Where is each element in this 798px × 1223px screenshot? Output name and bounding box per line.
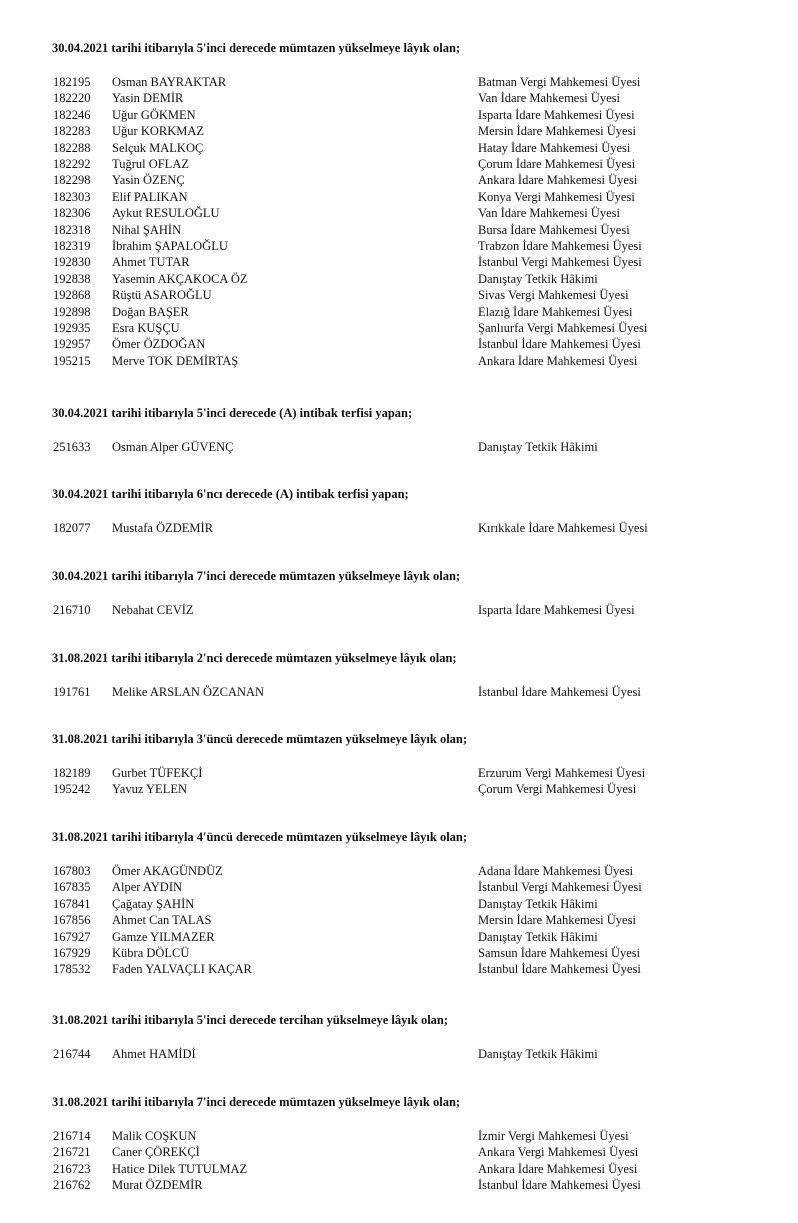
judge-row <box>0 156 798 172</box>
judge-row <box>0 90 798 106</box>
judge-name: Yasin ÖZENÇ <box>112 173 185 188</box>
judge-title: İstanbul İdare Mahkemesi Üyesi <box>478 1178 641 1193</box>
judge-row <box>0 189 798 205</box>
section-heading: 31.08.2021 tarihi itibarıyla 5'inci derecede tercihan yükselmeye lâyık olan; <box>52 1013 449 1027</box>
judge-title: Danıştay Tetkik Hâkimi <box>478 896 598 911</box>
judge-name: Osman BAYRAKTAR <box>112 75 227 89</box>
judge-row <box>0 1161 798 1177</box>
section-heading: 30.04.2021 tarihi itibarıyla 5'inci derecede mümtazen yükselmeye lâyık olan; <box>52 41 461 55</box>
judge-name: Caner ÇÖREKÇİ <box>112 1145 200 1160</box>
registry-number: 182077 <box>53 521 91 535</box>
judge-title: Ankara İdare Mahkemesi Üyesi <box>478 173 638 188</box>
registry-number: 182298 <box>53 173 91 188</box>
registry-number: 216762 <box>53 1178 91 1193</box>
registry-number: 167803 <box>53 864 91 878</box>
judge-row <box>0 863 798 879</box>
registry-number: 195242 <box>53 782 91 797</box>
registry-number: 182318 <box>53 222 91 237</box>
judge-name: Mustafa ÖZDEMİR <box>112 521 214 535</box>
registry-number: 216723 <box>53 1161 91 1176</box>
judge-row <box>0 879 798 895</box>
judge-name: Ömer AKAGÜNDÜZ <box>112 864 223 878</box>
registry-number: 182195 <box>53 75 91 89</box>
judge-name: Nihal ŞAHİN <box>112 222 182 237</box>
judge-title: Hatay İdare Mahkemesi Üyesi <box>478 140 631 155</box>
judge-title: Bursa İdare Mahkemesi Üyesi <box>478 222 630 237</box>
judge-row <box>0 238 798 254</box>
judge-row <box>0 287 798 303</box>
registry-number: 192935 <box>53 321 91 335</box>
judge-name: Doğan BAŞER <box>112 304 189 319</box>
judge-title: Danıştay Tetkik Hâkimi <box>478 929 598 944</box>
judge-row <box>0 271 798 287</box>
judge-row <box>0 896 798 912</box>
section-heading: 31.08.2021 tarihi itibarıyla 3'üncü derecede mümtazen yükselmeye lâyık olan; <box>52 732 468 746</box>
judge-name: Ahmet HAMİDİ <box>112 1047 196 1061</box>
judge-name: Selçuk MALKOÇ <box>112 140 204 155</box>
judge-row <box>0 912 798 928</box>
judge-title: Trabzon İdare Mahkemesi Üyesi <box>478 239 642 253</box>
registry-number: 182303 <box>53 189 91 204</box>
registry-number: 182288 <box>53 140 91 155</box>
judge-name: Yasemin AKÇAKOCA ÖZ <box>112 271 248 286</box>
judge-title: İstanbul İdare Mahkemesi Üyesi <box>478 337 641 352</box>
judge-title: Mersin İdare Mahkemesi Üyesi <box>478 124 636 139</box>
judge-row <box>0 684 798 700</box>
registry-number: 182292 <box>53 157 91 171</box>
registry-number: 251633 <box>53 440 91 454</box>
judge-row <box>0 961 798 977</box>
registry-number: 192830 <box>53 255 91 270</box>
judge-name: Yasin DEMİR <box>112 91 184 106</box>
judge-title: Isparta İdare Mahkemesi Üyesi <box>478 107 635 122</box>
judge-name: Murat ÖZDEMİR <box>112 1178 203 1193</box>
judge-name: İbrahim ŞAPALOĞLU <box>112 239 228 253</box>
judge-title: Mersin İdare Mahkemesi Üyesi <box>478 913 636 928</box>
judge-title: Elazığ İdare Mahkemesi Üyesi <box>478 304 633 319</box>
judge-name: Gurbet TÜFEKÇİ <box>112 766 203 780</box>
judge-row <box>0 123 798 139</box>
judge-title: Danıştay Tetkik Hâkimi <box>478 440 598 454</box>
registry-number: 167841 <box>53 896 91 911</box>
judge-name: Alper AYDIN <box>112 880 183 895</box>
registry-number: 178532 <box>53 962 91 977</box>
registry-number: 216744 <box>53 1047 91 1061</box>
judge-row <box>0 304 798 320</box>
registry-number: 192898 <box>53 304 91 319</box>
registry-number: 216721 <box>53 1145 91 1160</box>
judge-title: Adana İdare Mahkemesi Üyesi <box>478 864 634 878</box>
judge-name: Yavuz YELEN <box>112 782 187 797</box>
judge-title: Danıştay Tetkik Hâkimi <box>478 271 598 286</box>
judge-row <box>0 353 798 369</box>
registry-number: 216710 <box>53 603 91 617</box>
judge-name: Nebahat CEVİZ <box>112 603 194 617</box>
judge-row <box>0 1128 798 1144</box>
judge-title: Ankara İdare Mahkemesi Üyesi <box>478 1161 638 1176</box>
judge-row <box>0 320 798 336</box>
judge-name: Gamze YILMAZER <box>112 929 215 944</box>
registry-number: 182283 <box>53 124 91 139</box>
judge-title: Çorum Vergi Mahkemesi Üyesi <box>478 782 637 797</box>
judge-name: Kübra DÖLCÜ <box>112 946 190 960</box>
judge-row <box>0 439 798 455</box>
judge-name: Çağatay ŞAHİN <box>112 896 195 911</box>
judge-name: Uğur GÖKMEN <box>112 107 196 122</box>
judge-title: Şanlıurfa Vergi Mahkemesi Üyesi <box>478 321 648 335</box>
judge-row <box>0 945 798 961</box>
judge-name: Ömer ÖZDOĞAN <box>112 337 206 352</box>
registry-number: 167929 <box>53 946 91 960</box>
judge-name: Hatice Dilek TUTULMAZ <box>112 1161 248 1176</box>
registry-number: 167835 <box>53 880 91 895</box>
section-heading: 30.04.2021 tarihi itibarıyla 6'ncı derecede (A) intibak terfisi yapan; <box>52 487 409 501</box>
judge-title: Kırıkkale İdare Mahkemesi Üyesi <box>478 521 648 535</box>
judge-row <box>0 1144 798 1160</box>
judge-title: Sivas Vergi Mahkemesi Üyesi <box>478 288 629 303</box>
judge-title: Isparta İdare Mahkemesi Üyesi <box>478 603 635 617</box>
judge-row <box>0 74 798 90</box>
judge-title: Samsun İdare Mahkemesi Üyesi <box>478 946 641 960</box>
judge-name: Rüştü ASAROĞLU <box>112 288 212 303</box>
judge-name: Osman Alper GÜVENÇ <box>112 440 234 454</box>
judge-title: Danıştay Tetkik Hâkimi <box>478 1047 598 1061</box>
judge-title: İstanbul Vergi Mahkemesi Üyesi <box>478 255 642 270</box>
judge-title: Van İdare Mahkemesi Üyesi <box>478 206 620 221</box>
judge-row <box>0 765 798 781</box>
judge-row <box>0 254 798 270</box>
judge-row <box>0 222 798 238</box>
judge-name: Uğur KORKMAZ <box>112 124 205 139</box>
judge-name: Aykut RESULOĞLU <box>112 206 220 221</box>
judge-row <box>0 205 798 221</box>
judge-title: İstanbul İdare Mahkemesi Üyesi <box>478 962 641 977</box>
registry-number: 192868 <box>53 288 91 303</box>
registry-number: 195215 <box>53 353 91 368</box>
judge-row <box>0 781 798 797</box>
judge-name: Tuğrul OFLAZ <box>112 157 189 171</box>
judge-title: Ankara İdare Mahkemesi Üyesi <box>478 353 638 368</box>
judge-title: İstanbul Vergi Mahkemesi Üyesi <box>478 880 642 895</box>
judge-title: Erzurum Vergi Mahkemesi Üyesi <box>478 766 646 780</box>
section-heading: 30.04.2021 tarihi itibarıyla 5'inci derecede (A) intibak terfisi yapan; <box>52 406 413 420</box>
judge-row <box>0 1177 798 1193</box>
judge-title: İstanbul İdare Mahkemesi Üyesi <box>478 685 641 699</box>
judge-name: Esra KUŞÇU <box>112 321 180 335</box>
judge-row <box>0 107 798 123</box>
judge-row <box>0 520 798 536</box>
judge-name: Ahmet Can TALAS <box>112 913 212 928</box>
judge-title: Konya Vergi Mahkemesi Üyesi <box>478 189 635 204</box>
judge-name: Merve TOK DEMİRTAŞ <box>112 353 239 368</box>
judge-title: Çorum İdare Mahkemesi Üyesi <box>478 157 636 171</box>
registry-number: 182246 <box>53 107 91 122</box>
judge-name: Ahmet TUTAR <box>112 255 190 270</box>
registry-number: 182189 <box>53 766 91 780</box>
judge-row <box>0 336 798 352</box>
judge-title: Van İdare Mahkemesi Üyesi <box>478 91 620 106</box>
registry-number: 167927 <box>53 929 91 944</box>
judge-row <box>0 1046 798 1062</box>
section-heading: 31.08.2021 tarihi itibarıyla 7'inci derecede mümtazen yükselmeye lâyık olan; <box>52 1095 461 1109</box>
registry-number: 182306 <box>53 206 91 221</box>
judge-row <box>0 172 798 188</box>
registry-number: 192957 <box>53 337 91 352</box>
judge-row <box>0 140 798 156</box>
judge-name: Faden YALVAÇLI KAÇAR <box>112 962 252 977</box>
registry-number: 192838 <box>53 271 91 286</box>
judge-name: Elif PALIKAN <box>112 189 188 204</box>
judge-title: Ankara Vergi Mahkemesi Üyesi <box>478 1145 639 1160</box>
judge-name: Malik COŞKUN <box>112 1129 197 1143</box>
judge-title: Batman Vergi Mahkemesi Üyesi <box>478 75 641 89</box>
registry-number: 216714 <box>53 1129 91 1143</box>
section-heading: 31.08.2021 tarihi itibarıyla 4'üncü derecede mümtazen yükselmeye lâyık olan; <box>52 830 468 844</box>
judge-title: İzmir Vergi Mahkemesi Üyesi <box>478 1129 629 1143</box>
registry-number: 191761 <box>53 685 91 699</box>
registry-number: 167856 <box>53 913 91 928</box>
judge-name: Melike ARSLAN ÖZCANAN <box>112 685 265 699</box>
registry-number: 182319 <box>53 239 91 253</box>
section-heading: 31.08.2021 tarihi itibarıyla 2'nci derecede mümtazen yükselmeye lâyık olan; <box>52 651 457 665</box>
judge-row <box>0 602 798 618</box>
section-heading: 30.04.2021 tarihi itibarıyla 7'inci derecede mümtazen yükselmeye lâyık olan; <box>52 569 461 583</box>
judge-row <box>0 929 798 945</box>
registry-number: 182220 <box>53 91 91 106</box>
